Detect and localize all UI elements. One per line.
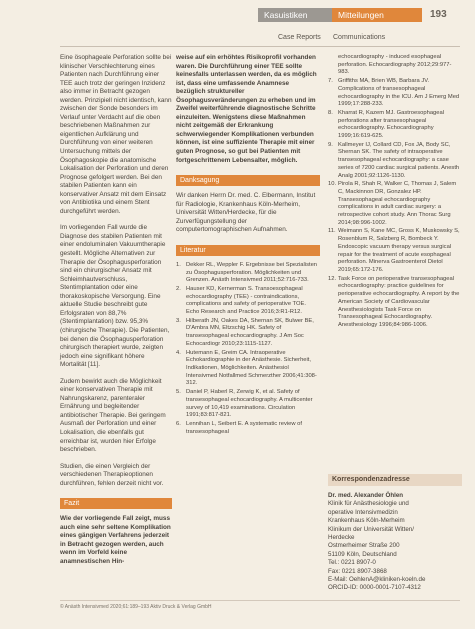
reference-text: Kallmeyer IJ, Collard CD, Fox JA, Body SC, Shernan SK. The safety of intraoperative transesophageal echocardiography: a case series of 7200 cardiac surgical patients. Anesth Analg 2001;92:1126-1130. — [338, 141, 460, 179]
tab-kasuistiken[interactable]: Kasuistiken — [258, 8, 332, 22]
reference-item — [176, 262, 320, 285]
reference-number: 6. — [176, 420, 181, 427]
reference-text: Kharrat R, Kazem MJ. Gastroesophageal perforations after transesophageal echocardiography. Echocardiography 1999;16:619-625. — [338, 109, 445, 140]
reference-number: 12. — [328, 275, 337, 282]
reference-number: 11. — [328, 228, 336, 235]
reference-text: Hutemann E, Greim CA. Intraoperative Echokardiographie in der Anästhesie. Sicherheit, Indikationen, Möglichkeiten. Anästhesiol Intensivmed Notfallmed Schmerzther 2006;41:308-312. — [186, 349, 317, 387]
reference-text: Hilberath JN, Oakes DA, Shernan SK, Bulwer BE, D'Ambra MN, Eltzschig HK. Safety of transesophageal echocardiography. J Am Soc Echocardiogr 2010;23:1115-1127. — [186, 317, 314, 347]
subtitle-communications: Communications — [333, 34, 386, 41]
paragraph: Eine ösophageale Perforation sollte bei klinischer Verschlechterung eines Patienten nach Durchführung einer TEE auch trotz der geringen Inzidenz also immer in Betracht gezogen werden. Prinzipiell nicht identisch, kann zwischen der Sonde besonders im Verlauf unter Verdacht auf die oben beschriebenen Maßnahmen zur eigentlichen Aufklärung und Durchführung von einer weiteren Untersuchung mittels der Ösophagoskopie die anatomische Lokalisation der Perforation und deren Prognose gefolgert werden. Bei den stabilen Patienten kann ein konservativer Ansatz mit dem Einsatz von Antibiotika und einem Stent durchgeführt werden. — [60, 54, 172, 215]
reference-number: 1. — [176, 261, 181, 268]
reference-number: 2. — [176, 285, 181, 292]
address-line: Klinik für Anästhesiologie und — [328, 500, 409, 508]
reference-item — [328, 110, 462, 141]
reference-item — [176, 350, 320, 389]
phone-line: Tel.: 0221 8907-0 — [328, 559, 376, 567]
address-line: Klinikum der Universität Witten/ — [328, 525, 414, 533]
reference-text: Griffiths MA, Brien WB, Barbara JV. Complications of transesophageal echocardiography in the ICU. Am J Emerg Med 1999;17:288-233. — [338, 78, 460, 108]
address-line: operative Intensivmedizin — [328, 508, 398, 516]
column-3 — [328, 54, 462, 331]
reference-item — [176, 318, 320, 349]
reference-number: 10. — [328, 181, 337, 188]
paragraph: Zudem bewirkt auch die Möglichkeit einer konservativen Therapie mit Nahrungskarenz, parenteraler Ernährung und begleitender antibiotischer Therapie. Bei geringem Ausmaß der Perforation und einer Lokalisation, die ebenfalls gut erreichbar ist, wurden hier Erfolge beschrieben. — [60, 377, 166, 454]
address-line: Ostmerheimer Straße 200 — [328, 542, 400, 550]
conclusion-text-continued: weise auf ein erhöhtes Risikoprofil vorhanden waren. Die Durchführung einer TEE sollte keinesfalls unterlassen werden, da es möglich ist, dass eine umfassende Anamnese bezüglich struktureller Ösophagusveränderungen zu erheben und im Zweifel weiterführende diagnostische Schritte einzuleiten. Wenigstens diese Maßnahmen nicht zeitgemäß der Erkrankung schwerwiegender Komplikationen verbunden können, ist eine suffiziente Therapie mit einer guten Prognose, so gut bei Patienten mit fortgeschrittenem Lebensalter, möglich. — [176, 54, 317, 164]
reference-item — [328, 142, 462, 181]
section-heading-fazit: Fazit — [60, 498, 172, 509]
reference-list — [176, 262, 320, 436]
reference-number: 9. — [328, 141, 333, 148]
reference-text: Dekker RL, Weppler F. Ergebnisse bei Spezialisten zu Ösophagusperforation. Möglichkeiten und Grenzen. Anästh Intensivmed 2011;52:716-733. — [186, 261, 318, 284]
reference-text: Pirola R, Shah R, Walker C, Thomas J, Salem C, Mackinnon DR, Gonzalez HP. Transesophageal echocardiography complications in adult cardiac surgery: a retrospective cohort study. Ann Thorac Surg 2014;98:996-1002. — [338, 181, 457, 226]
reference-text: echocardiography - induced esophageal perforation. Echocardiography 2012;29:977-983. — [338, 54, 452, 76]
reference-item — [328, 78, 462, 109]
reference-item — [176, 421, 320, 436]
reference-number: 3. — [176, 317, 181, 324]
footer-copyright: © Anästh Intensivmed 2020;61:189–193 Aktiv Druck & Verlag GmbH — [60, 604, 212, 610]
correspondence-box — [328, 474, 462, 593]
reference-item — [176, 389, 320, 420]
header-subtitles — [0, 34, 475, 46]
reference-text: Task Force on perioperative transesophageal echocardiography: practice guidelines for perioperative echocardiography. A report by the American Society of Cardiovascular Anesthesiologists Task Force on Transesophageal Echocardiography. Anesthesiology 1996;84:986-1006. — [338, 275, 460, 328]
footer-divider — [60, 600, 460, 601]
reference-item — [328, 228, 462, 274]
paragraph: Im vorliegenden Fall wurde die Diagnose des stabilen Patienten mit einer endoluminalen Vakuumtherapie gestellt. Mögliche Alternativen zur Therapie der Ösophagusperforation sind ein chirurgischer Ansatz mit Schleimhautverschluss, Stentimplantation oder eine thorakoskopische Versorgung. Eine aktuelle Studie beschreibt gute Erfolgsraten von 88,7% (Stentimplantation) bzw. 95,3% (chirurgische Therapie). Die Patienten, bei denen die Ösophagusperforation chirurgisch therapiert wurde, zeigten jedoch eine signifikant höhere Mortalität [11]. — [60, 224, 170, 369]
paragraph: Studien, die einen Vergleich der verschiedenen Therapieoptionen durchführen, fehlen derzeit nicht vor. — [60, 462, 164, 487]
address-line: Herdecke — [328, 534, 355, 542]
conclusion-text: Wie der vorliegende Fall zeigt, muss auch eine sehr seltene Komplikation eines gängigen Verfahrens jederzeit in Betracht gezogen werden, auch wenn im Vorfeld keine anamnestischen Hin- — [60, 515, 171, 565]
header-divider — [60, 46, 460, 47]
reference-item — [328, 181, 462, 227]
orcid-link[interactable]: ORCID-ID: 0000-0001-7107-4312 — [328, 584, 421, 592]
reference-number: 8. — [328, 109, 333, 116]
column-1 — [60, 54, 172, 567]
reference-text: Lennihan L, Seibert E. A systematic review of transesophageal — [186, 420, 302, 435]
author-name: Dr. med. Alexander Öhlen — [328, 492, 404, 499]
acknowledgement-text: Wir danken Herrn Dr. med. C. Elbermann, Institut für Radiologie, Krankenhaus Köln-Merheim, Universität Witten/Herdecke, für die Zurverfügungstellung der computertomographischen Aufnahmen. — [176, 192, 316, 234]
subtitle-case-reports: Case Reports — [278, 34, 321, 41]
address-line: Krankenhaus Köln-Merheim — [328, 517, 405, 525]
reference-list-continued — [328, 54, 462, 330]
column-2 — [176, 54, 320, 437]
section-heading-literatur: Literatur — [176, 245, 320, 256]
page-number: 193 — [430, 9, 447, 20]
reference-item — [176, 286, 320, 317]
reference-text: Weimann S, Kane MC, Gross K, Muskowsky S, Rosenblum R, Salzberg R, Bombeck Y. Endoscopic vacuum therapy versus surgical repair for the treatment of acute esophageal perforation. Minerva Gastroenterol Dietol 2019;65:172-176. — [338, 228, 460, 273]
reference-number: 5. — [176, 389, 181, 396]
header-tabs — [0, 0, 475, 22]
reference-item — [328, 54, 462, 77]
fax-line: Fax: 0221 8907-3868 — [328, 567, 387, 575]
reference-text: Daniel P, Haberl R, Zerwig K, et al. Safety of transesophageal echocardiography. A multicenter survey of 10,419 examinations. Circulation 1991;83:817-821. — [186, 389, 313, 419]
reference-number: 7. — [328, 78, 333, 85]
correspondence-heading: Korrespondenzadresse — [328, 474, 462, 486]
reference-item — [328, 276, 462, 330]
section-heading-danksagung: Danksagung — [176, 175, 320, 186]
tab-mitteilungen[interactable]: Mitteilungen — [332, 8, 422, 22]
reference-text: Hauser KD, Kernerman S. Transoesophageal echocardiography (TEE) - contraindications, complications and safety of perioperative TOE. Echo Research and Practice 2016;3:R1-R12. — [186, 285, 306, 316]
reference-number: 4. — [176, 349, 181, 356]
address-line: 51109 Köln, Deutschland — [328, 550, 397, 558]
email-link[interactable]: E-Mail: OehlenA@kliniken-koeln.de — [328, 576, 426, 584]
